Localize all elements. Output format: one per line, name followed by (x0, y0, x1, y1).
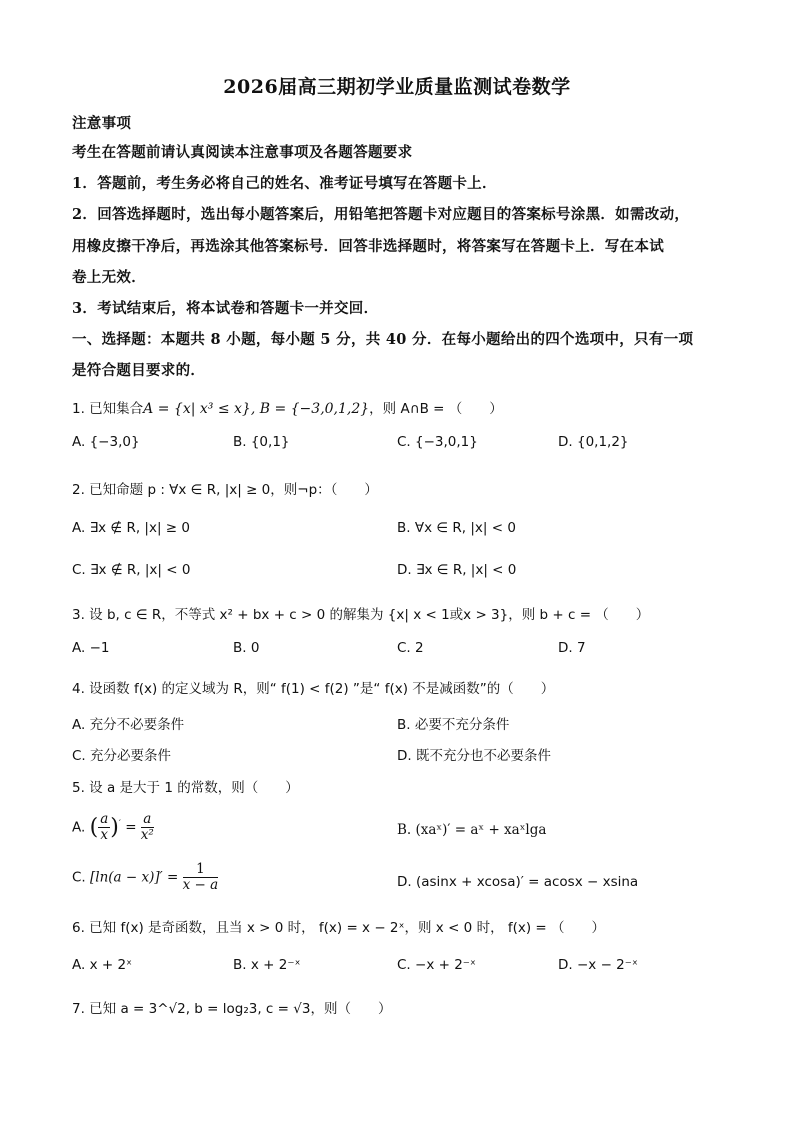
question-4-option-c: C. 充分必要条件 (72, 748, 172, 764)
notice-item-2-line-3: 卷上无效． (72, 269, 146, 286)
question-2-option-b: B. ∀x ∈ R, |x| < 0 (397, 520, 516, 536)
question-1-option-b: B. {0,1} (233, 434, 290, 450)
question-4-option-d: D. 既不充分也不必要条件 (397, 748, 551, 764)
question-3-option-b: B. 0 (233, 640, 260, 656)
notice-item-2-line-2: 用橡皮擦干净后，再选涂其他答案标号．回答非选择题时，将答案写在答题卡上．写在本试 (72, 238, 664, 255)
question-6-stem: 6. 已知 f(x) 是奇函数，且当 x > 0 时， f(x) = x − 2ˣ，则 x < 0 时， f(x) = （ ） (72, 920, 606, 936)
question-6-option-a: A. x + 2ˣ (72, 957, 133, 973)
question-4-option-b: B. 必要不充分条件 (397, 717, 510, 733)
question-5-option-c: C. [ln(a − x)]′ = $\frac{1}{x - a}$ (72, 861, 219, 893)
question-7-stem: 7. 已知 a = 3^√2, b = log₂3, c = √3，则（ ） (72, 1001, 392, 1017)
question-4-option-a: A. 充分不必要条件 (72, 717, 185, 733)
page-title: 2026届高三期初学业质量监测试卷数学 (223, 76, 571, 98)
question-1-option-a: A. {−3,0} (72, 434, 140, 450)
question-3-option-c: C. 2 (397, 640, 424, 656)
question-5-option-b: B. (xaˣ)′ = aˣ + xaˣlga (397, 822, 547, 838)
question-2-option-d: D. ∃x ∈ R, |x| < 0 (397, 562, 517, 578)
notice-item-3: 3．考试结束后，将本试卷和答题卡一并交回． (72, 300, 379, 317)
question-5-option-a: A. ( $\frac{a}{x}$ )′ = $\frac{a}{\text{x²}}$ (72, 811, 154, 843)
question-1-option-c: C. {−3,0,1} (397, 434, 478, 450)
section-heading-line-2: 是符合题目要求的． (72, 362, 206, 379)
question-2-option-a: A. ∃x ∉ R, |x| ≥ 0 (72, 520, 190, 536)
question-6-option-b: B. x + 2⁻ˣ (233, 957, 301, 973)
question-4-stem: 4. 设函数 f(x) 的定义域为 R，则“ f(1) < f(2) ”是“ f(x) 不是减函数”的（ ） (72, 681, 555, 697)
question-2-stem: 2. 已知命题 p : ∀x ∈ R, |x| ≥ 0，则¬p：（ ） (72, 482, 378, 498)
question-2-option-c: C. ∃x ∉ R, |x| < 0 (72, 562, 191, 578)
question-3-option-a: A. −1 (72, 640, 110, 656)
notice-intro: 考生在答题前请认真阅读本注意事项及各题答题要求 (72, 144, 413, 161)
question-5-stem: 5. 设 a 是大于 1 的常数，则（ ） (72, 780, 299, 796)
question-3-stem: 3. 设 b, c ∈ R，不等式 x² + bx + c > 0 的解集为 {x| x < 1或x > 3}，则 b + c = （ ） (72, 607, 650, 623)
question-5-option-d: D. (asinx + xcosa)′ = acosx − xsina (397, 874, 639, 890)
notice-item-2-line-1: 2．回答选择题时，选出每小题答案后，用铅笔把答题卡对应题目的答案标号涂黑．如需改动， (72, 206, 690, 223)
section-heading-line-1: 一、选择题：本题共 8 小题，每小题 5 分，共 40 分．在每小题给出的四个选项中，只有一项 (72, 331, 694, 348)
question-6-option-c: C. −x + 2⁻ˣ (397, 957, 476, 973)
question-1-stem: 1. 已知集合A = {x| x³ ≤ x}, B = {−3,0,1,2}，则 A∩B = （ ） (72, 401, 503, 417)
question-3-option-d: D. 7 (558, 640, 586, 656)
question-6-option-d: D. −x − 2⁻ˣ (558, 957, 638, 973)
notice-heading: 注意事项 (72, 115, 132, 132)
question-1-option-d: D. {0,1,2} (558, 434, 629, 450)
notice-item-1: 1．答题前，考生务必将自己的姓名、准考证号填写在答题卡上． (72, 175, 497, 192)
